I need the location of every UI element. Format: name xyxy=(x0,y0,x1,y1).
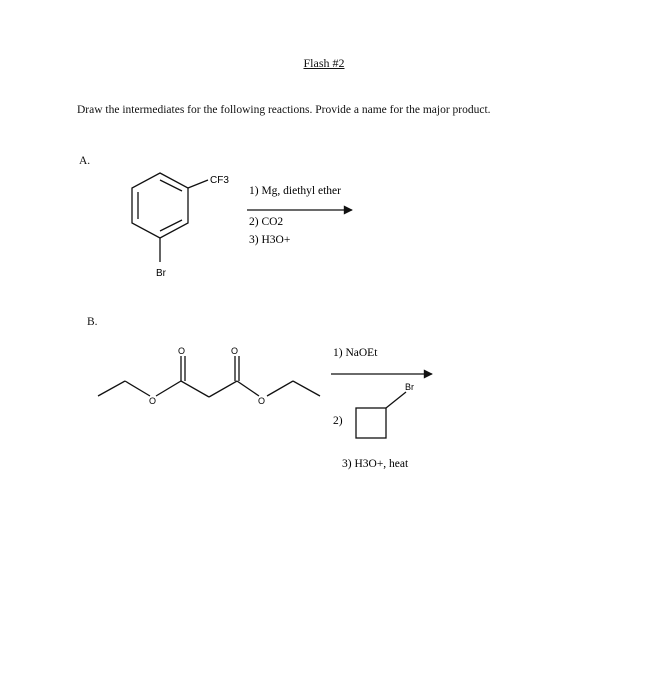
step-b-2: 2) xyxy=(333,415,343,427)
step-a-3: 3) H3O+ xyxy=(249,234,291,246)
instructions: Draw the intermediates for the following reactions. Provide a name for the major product. xyxy=(77,104,491,116)
br-substituent: Br xyxy=(156,268,166,279)
step-a-2: 2) CO2 xyxy=(249,216,284,228)
problem-a-label: A. xyxy=(79,155,91,167)
ester-oxygen-2: O xyxy=(258,396,266,406)
cyclobutyl-br-substituent: Br xyxy=(405,382,414,392)
step-b-1: 1) NaOEt xyxy=(333,347,378,359)
problem-b-label: B. xyxy=(87,316,98,328)
carbonyl-oxygen-2: O xyxy=(231,346,239,356)
carbonyl-oxygen-1: O xyxy=(178,346,186,356)
bromocyclobutane xyxy=(356,392,406,438)
diethyl-malonate xyxy=(98,356,320,397)
cf3-substituent: CF3 xyxy=(210,175,229,186)
step-b-3: 3) H3O+, heat xyxy=(342,458,409,470)
page-title: Flash #2 xyxy=(303,56,345,70)
step-a-1: 1) Mg, diethyl ether xyxy=(249,185,341,197)
benzene-ring xyxy=(132,173,208,262)
ester-oxygen-1: O xyxy=(149,396,157,406)
